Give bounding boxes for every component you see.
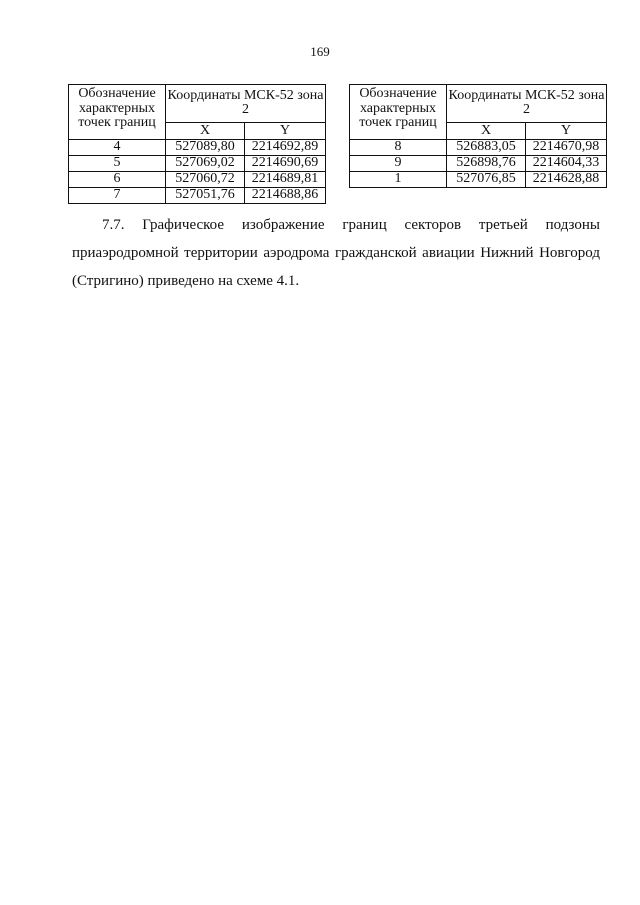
point-cell: 6 <box>69 172 166 188</box>
table-row <box>350 172 607 188</box>
x-column-header: X <box>166 122 245 139</box>
paragraph-word: авиации <box>422 245 475 261</box>
paragraph-word: 7.7. <box>102 217 125 233</box>
paragraph-line <box>72 211 600 239</box>
y-cell: 2214689,81 <box>245 172 326 188</box>
paragraph-word: границ <box>342 217 387 233</box>
x-cell: 527076,85 <box>447 172 526 188</box>
paragraph-word: Нижний <box>480 245 534 261</box>
body-paragraph <box>72 211 600 295</box>
point-cell: 4 <box>69 140 166 156</box>
x-cell: 526883,05 <box>447 140 526 156</box>
table-row <box>350 156 607 172</box>
paragraph-word: территории <box>184 245 258 261</box>
x-cell: 527069,02 <box>166 156 245 172</box>
paragraph-word: подзоны <box>545 217 600 233</box>
point-cell: 5 <box>69 156 166 172</box>
y-cell: 2214692,89 <box>245 140 326 156</box>
designation-header: Обозначение характерных точек границ <box>69 85 166 140</box>
x-cell: 527089,80 <box>166 140 245 156</box>
paragraph-word: изображение <box>241 217 325 233</box>
x-cell: 527060,72 <box>166 172 245 188</box>
point-cell: 7 <box>69 188 166 204</box>
y-column-header: Y <box>245 122 326 139</box>
coordinates-header: Координаты МСК-52 зона 2 <box>447 85 607 123</box>
paragraph-word: секторов <box>404 217 462 233</box>
paragraph-word: Графическое <box>142 217 225 233</box>
paragraph-word: Новгород <box>539 245 600 261</box>
x-cell: 526898,76 <box>447 156 526 172</box>
paragraph-word: (Стригино) приведено на схеме 4.1. <box>72 273 300 289</box>
table-row <box>69 188 326 204</box>
page-number: 169 <box>310 44 330 59</box>
y-cell: 2214688,86 <box>245 188 326 204</box>
y-cell: 2214604,33 <box>526 156 607 172</box>
coordinates-table-left <box>68 84 326 204</box>
x-column-header: X <box>447 122 526 139</box>
point-cell: 8 <box>350 140 447 156</box>
paragraph-word: приаэродромной <box>72 245 179 261</box>
y-cell: 2214690,69 <box>245 156 326 172</box>
y-cell: 2214670,98 <box>526 140 607 156</box>
designation-header: Обозначение характерных точек границ <box>350 85 447 140</box>
paragraph-line <box>72 239 600 267</box>
coordinates-table-right <box>349 84 607 188</box>
table-row <box>69 140 326 156</box>
point-cell: 9 <box>350 156 447 172</box>
paragraph-word: третьей <box>478 217 528 233</box>
y-cell: 2214628,88 <box>526 172 607 188</box>
paragraph-line <box>72 267 600 295</box>
table-row <box>69 172 326 188</box>
table-row <box>350 140 607 156</box>
paragraph-word: гражданской <box>334 245 417 261</box>
x-cell: 527051,76 <box>166 188 245 204</box>
point-cell: 1 <box>350 172 447 188</box>
table-row <box>69 156 326 172</box>
coordinates-header: Координаты МСК-52 зона 2 <box>166 85 326 123</box>
paragraph-word: аэродрома <box>263 245 330 261</box>
y-column-header: Y <box>526 122 607 139</box>
